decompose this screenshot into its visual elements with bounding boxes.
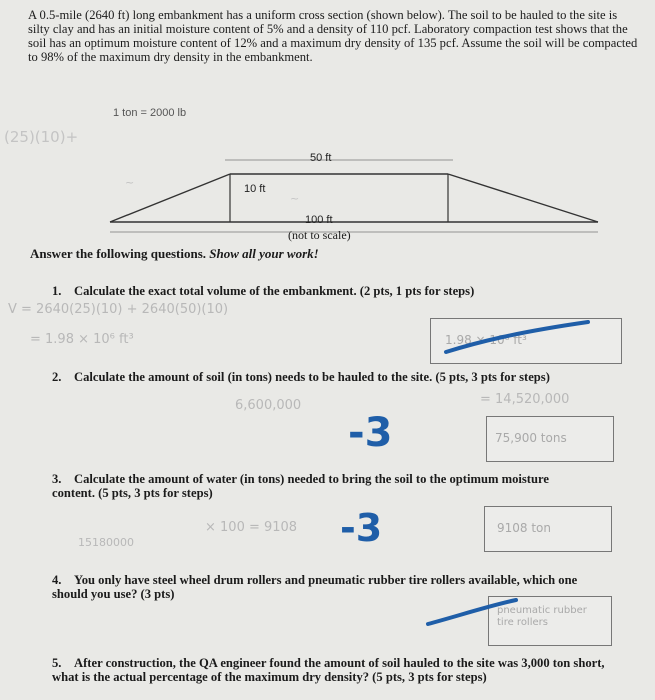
question-number: 1.: [52, 284, 62, 298]
instructions-lead: Answer the following questions.: [30, 246, 210, 261]
answer-box-3[interactable]: [484, 506, 612, 552]
question-text: Calculate the amount of water (in tons) needed to bring the soil to the optimum moisture content. (5 pts, 3 pts for steps): [52, 472, 549, 500]
q3-handwritten-mass: 15180000: [78, 536, 134, 549]
q2-grade: -3: [348, 410, 393, 456]
question-text: Calculate the exact total volume of the embankment. (2 pts, 1 pts for steps): [74, 284, 475, 298]
pencil-mark: ~: [125, 176, 135, 189]
question-number: 4.: [52, 573, 62, 587]
q4-answer: pneumatic rubber tire rollers: [497, 605, 587, 628]
instructions-emphasis: Show all your work!: [209, 246, 319, 261]
q3-grade: -3: [340, 506, 383, 550]
question-text: Calculate the amount of soil (in tons) needs to be hauled to the site. (5 pts, 3 pts for steps): [74, 370, 550, 384]
question-number: 2.: [52, 370, 62, 384]
check-mark-icon: [438, 320, 598, 360]
question-3: [52, 472, 592, 500]
q3-handwritten-work: × 100 = 9108: [205, 520, 298, 535]
unit-conversion-note: 1 ton = 2000 lb: [113, 107, 187, 119]
q2-handwritten-result: = 14,520,000: [480, 392, 570, 407]
instructions: [30, 246, 319, 262]
height-label: 10 ft: [244, 183, 266, 195]
q2-handwritten-work: 6,600,000: [235, 398, 302, 413]
pencil-mark-center: ~: [290, 192, 300, 205]
question-number: 3.: [52, 472, 62, 486]
q2-answer: 75,900 tons: [495, 431, 567, 445]
grade-dash-icon: [418, 596, 528, 632]
answer-box-2[interactable]: [486, 416, 614, 462]
margin-handwriting: (25)(10)+: [4, 128, 79, 146]
problem-statement: A 0.5-mile (2640 ft) long embankment has a uniform cross section (shown below). The soil to be hauled to the site is silty clay and has an initial moisture content of 5% and a density of 110 pcf. Laboratory compaction test shows that the soil has an optimum moisture content of 12% and a maximum dry density of 135 pcf. Assume the soil will be compacted to 98% of the maximum dry density in the embankment.: [28, 8, 638, 64]
question-text: You only have steel wheel drum rollers and pneumatic rubber tire rollers available, which one should you use? (3 pts): [52, 573, 578, 601]
question-text: After construction, the QA engineer found the amount of soil hauled to the site was 3,000 ton short, what is the actual percentage of the maximum dry density? (5 pts, 3 pts for steps): [52, 656, 605, 684]
q3-answer: 9108 ton: [497, 521, 552, 535]
question-5: [52, 656, 612, 684]
question-1: [52, 284, 612, 298]
right-slope: [448, 174, 598, 222]
q1-handwritten-work: V = 2640(25)(10) + 2640(50)(10): [8, 302, 229, 317]
question-2: [52, 370, 612, 384]
q1-handwritten-result: = 1.98 × 10⁶ ft³: [30, 332, 134, 347]
bottom-width-label: 100 ft: [305, 214, 333, 226]
scale-note: (not to scale): [288, 228, 351, 242]
top-width-label: 50 ft: [310, 152, 332, 164]
question-number: 5.: [52, 656, 62, 670]
q1-answer: 1.98 × 10⁶ ft³: [445, 333, 527, 347]
